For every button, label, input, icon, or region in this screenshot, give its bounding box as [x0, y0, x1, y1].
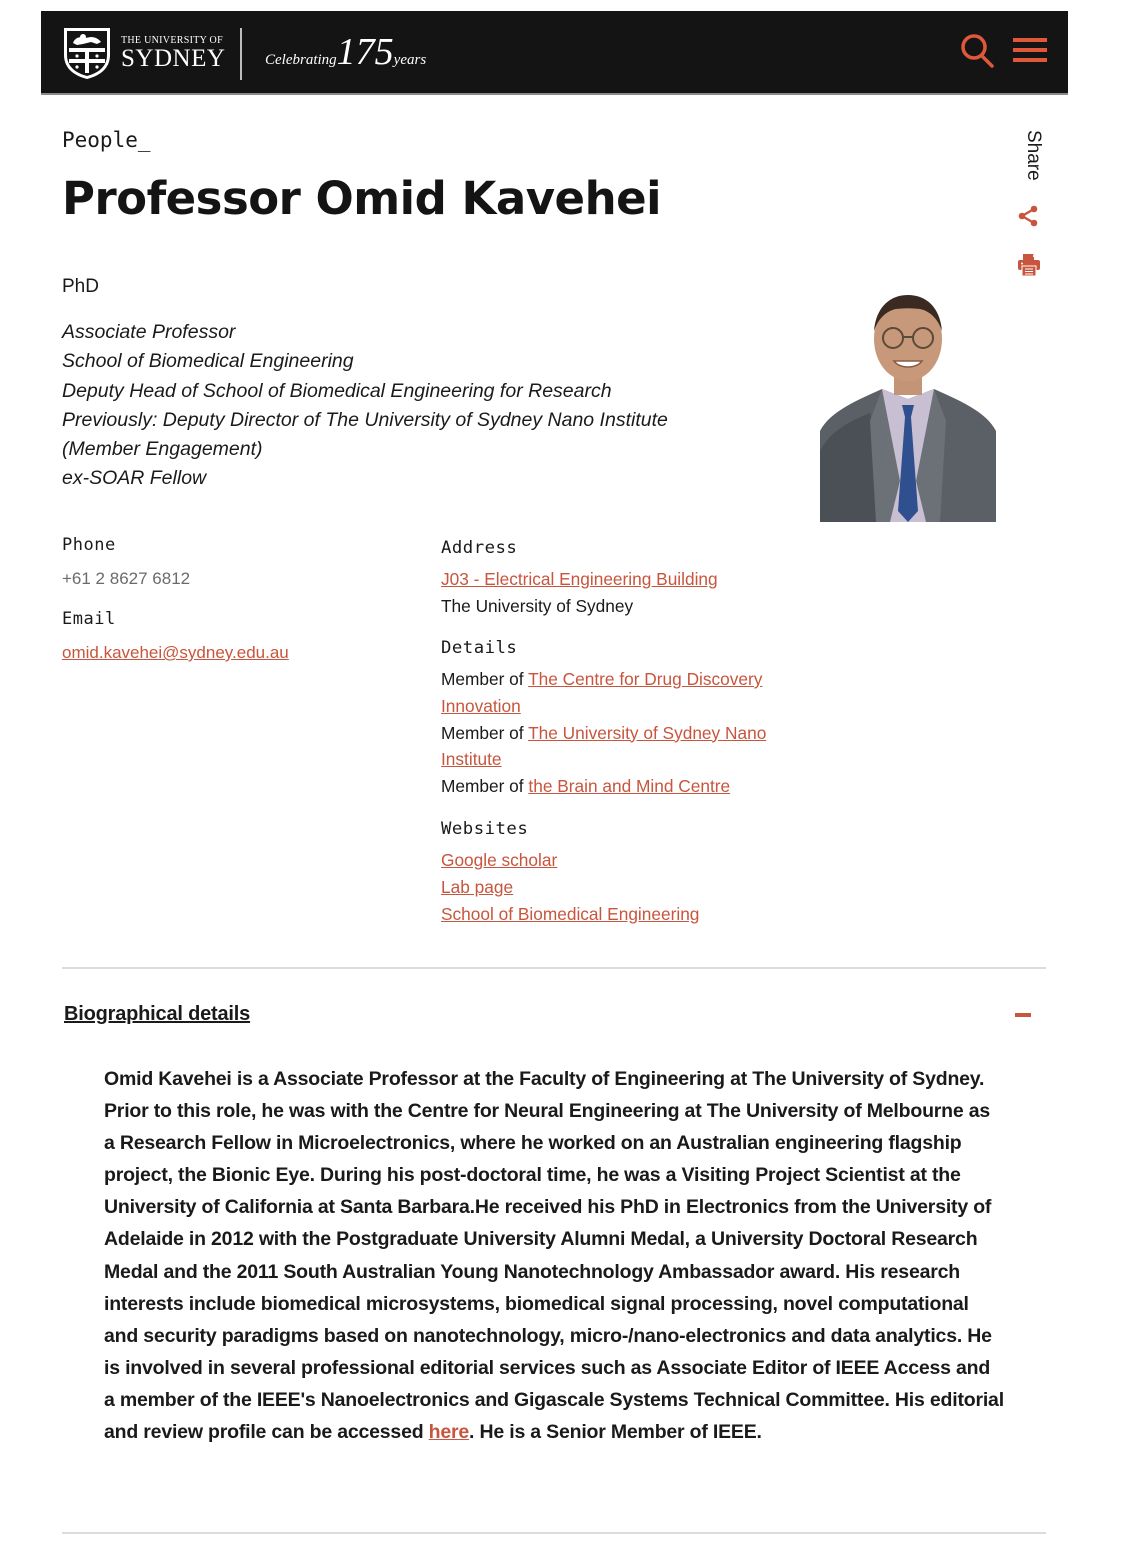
- minus-icon[interactable]: [1015, 1013, 1031, 1017]
- header-divider: [240, 28, 242, 80]
- centre-drug-discovery-link[interactable]: The Centre for Drug Discovery Innovation: [441, 669, 763, 716]
- brain-mind-centre-link[interactable]: the Brain and Mind Centre: [528, 776, 731, 797]
- details-item: [441, 773, 811, 800]
- university-wordmark[interactable]: [121, 35, 225, 71]
- address-institution: The University of Sydney: [441, 595, 634, 616]
- nano-institute-link[interactable]: The University of Sydney Nano Institute: [441, 722, 767, 770]
- phone-value: +61 2 8627 6812: [62, 569, 191, 588]
- anniversary-badge: [265, 31, 427, 73]
- role-line: School of Biomedical Engineering: [62, 350, 354, 373]
- site-header: [41, 11, 1068, 95]
- degree: PhD: [62, 276, 99, 297]
- page-title: Professor Omid Kavehei: [62, 172, 662, 225]
- bio-text-end: . He is a Senior Member of IEEE.: [469, 1421, 762, 1444]
- websites-label: Websites: [441, 819, 529, 839]
- wordmark-bottom: SYDNEY: [121, 45, 226, 72]
- details-item: [441, 666, 811, 720]
- building-link[interactable]: J03 - Electrical Engineering Building: [441, 569, 718, 589]
- address-block: [441, 566, 811, 620]
- celebrating-suffix: years: [393, 52, 427, 68]
- lab-page-link[interactable]: Lab page: [441, 876, 514, 897]
- profile-photo: [820, 281, 996, 522]
- celebrating-prefix: Celebrating: [265, 52, 337, 68]
- bio-text-main: Omid Kavehei is a Associate Professor at the Faculty of Engineering at The University of Sydney. Prior to this role, he was with the Centre for Neural Engineering at The University of Melbourne as a Research Fellow in Microelectronics, where he worked on an Australian engineering flagship project, the Bionic Eye. During his post-doctoral time, he was a Visiting Project Scientist at the University of California at Santa Barbara.He received his PhD in Electronics from the University of Adelaide in 2012 with the Postgraduate University Alumni Medal, a University Doctoral Research Medal and the 2011 South Australian Young Nanotechnology Ambassador award. His research interests include biomedical microsystems, biomedical signal processing, novel computational and security paradigms based on nanotechnology, micro-/nano-electronics and data analytics. He is involved in several professional editorial services such as Associate Editor of IEEE Access and a member of the IEEE's Nanoelectronics and Gigascale Systems Technical Committee. His editorial and review profile can be accessed: [104, 1068, 1004, 1444]
- bio-text: [104, 1063, 1004, 1448]
- roles-list: [62, 318, 668, 494]
- breadcrumb[interactable]: People_: [62, 128, 151, 152]
- email-label: Email: [62, 609, 116, 629]
- hamburger-menu-icon[interactable]: [1013, 35, 1047, 65]
- details-list: [441, 666, 811, 800]
- details-item: [441, 720, 811, 774]
- share-label: Share: [1023, 130, 1044, 181]
- role-line: (Member Engagement): [62, 438, 263, 461]
- details-prefix: Member of: [441, 669, 529, 689]
- role-line: ex-SOAR Fellow: [62, 467, 207, 490]
- celebrating-number: 175: [336, 31, 394, 73]
- details-label: Details: [441, 638, 518, 658]
- print-icon[interactable]: [1016, 252, 1042, 278]
- phone-label: Phone: [62, 535, 116, 555]
- google-scholar-link[interactable]: Google scholar: [441, 850, 558, 870]
- role-line: Deputy Head of School of Biomedical Engineering for Research: [62, 379, 612, 402]
- school-biomedical-engineering-link[interactable]: School of Biomedical Engineering: [441, 903, 700, 924]
- details-prefix: Member of: [441, 776, 529, 797]
- details-prefix: Member of: [441, 722, 529, 743]
- search-icon[interactable]: [959, 31, 997, 71]
- university-crest-logo[interactable]: [61, 25, 113, 81]
- role-line: Previously: Deputy Director of The University of Sydney Nano Institute: [62, 408, 668, 431]
- websites-list: [441, 847, 811, 927]
- share-icon[interactable]: [1016, 204, 1040, 228]
- wordmark-top: THE UNIVERSITY OF: [121, 35, 223, 46]
- address-label: Address: [441, 538, 518, 558]
- section-divider: [62, 967, 1046, 969]
- section-divider: [62, 1532, 1046, 1534]
- role-line: Associate Professor: [62, 321, 236, 343]
- email-link[interactable]: omid.kavehei@sydney.edu.au: [62, 643, 289, 662]
- bio-accordion-toggle[interactable]: Biographical details: [64, 1003, 251, 1025]
- editorial-profile-link[interactable]: here: [428, 1421, 470, 1444]
